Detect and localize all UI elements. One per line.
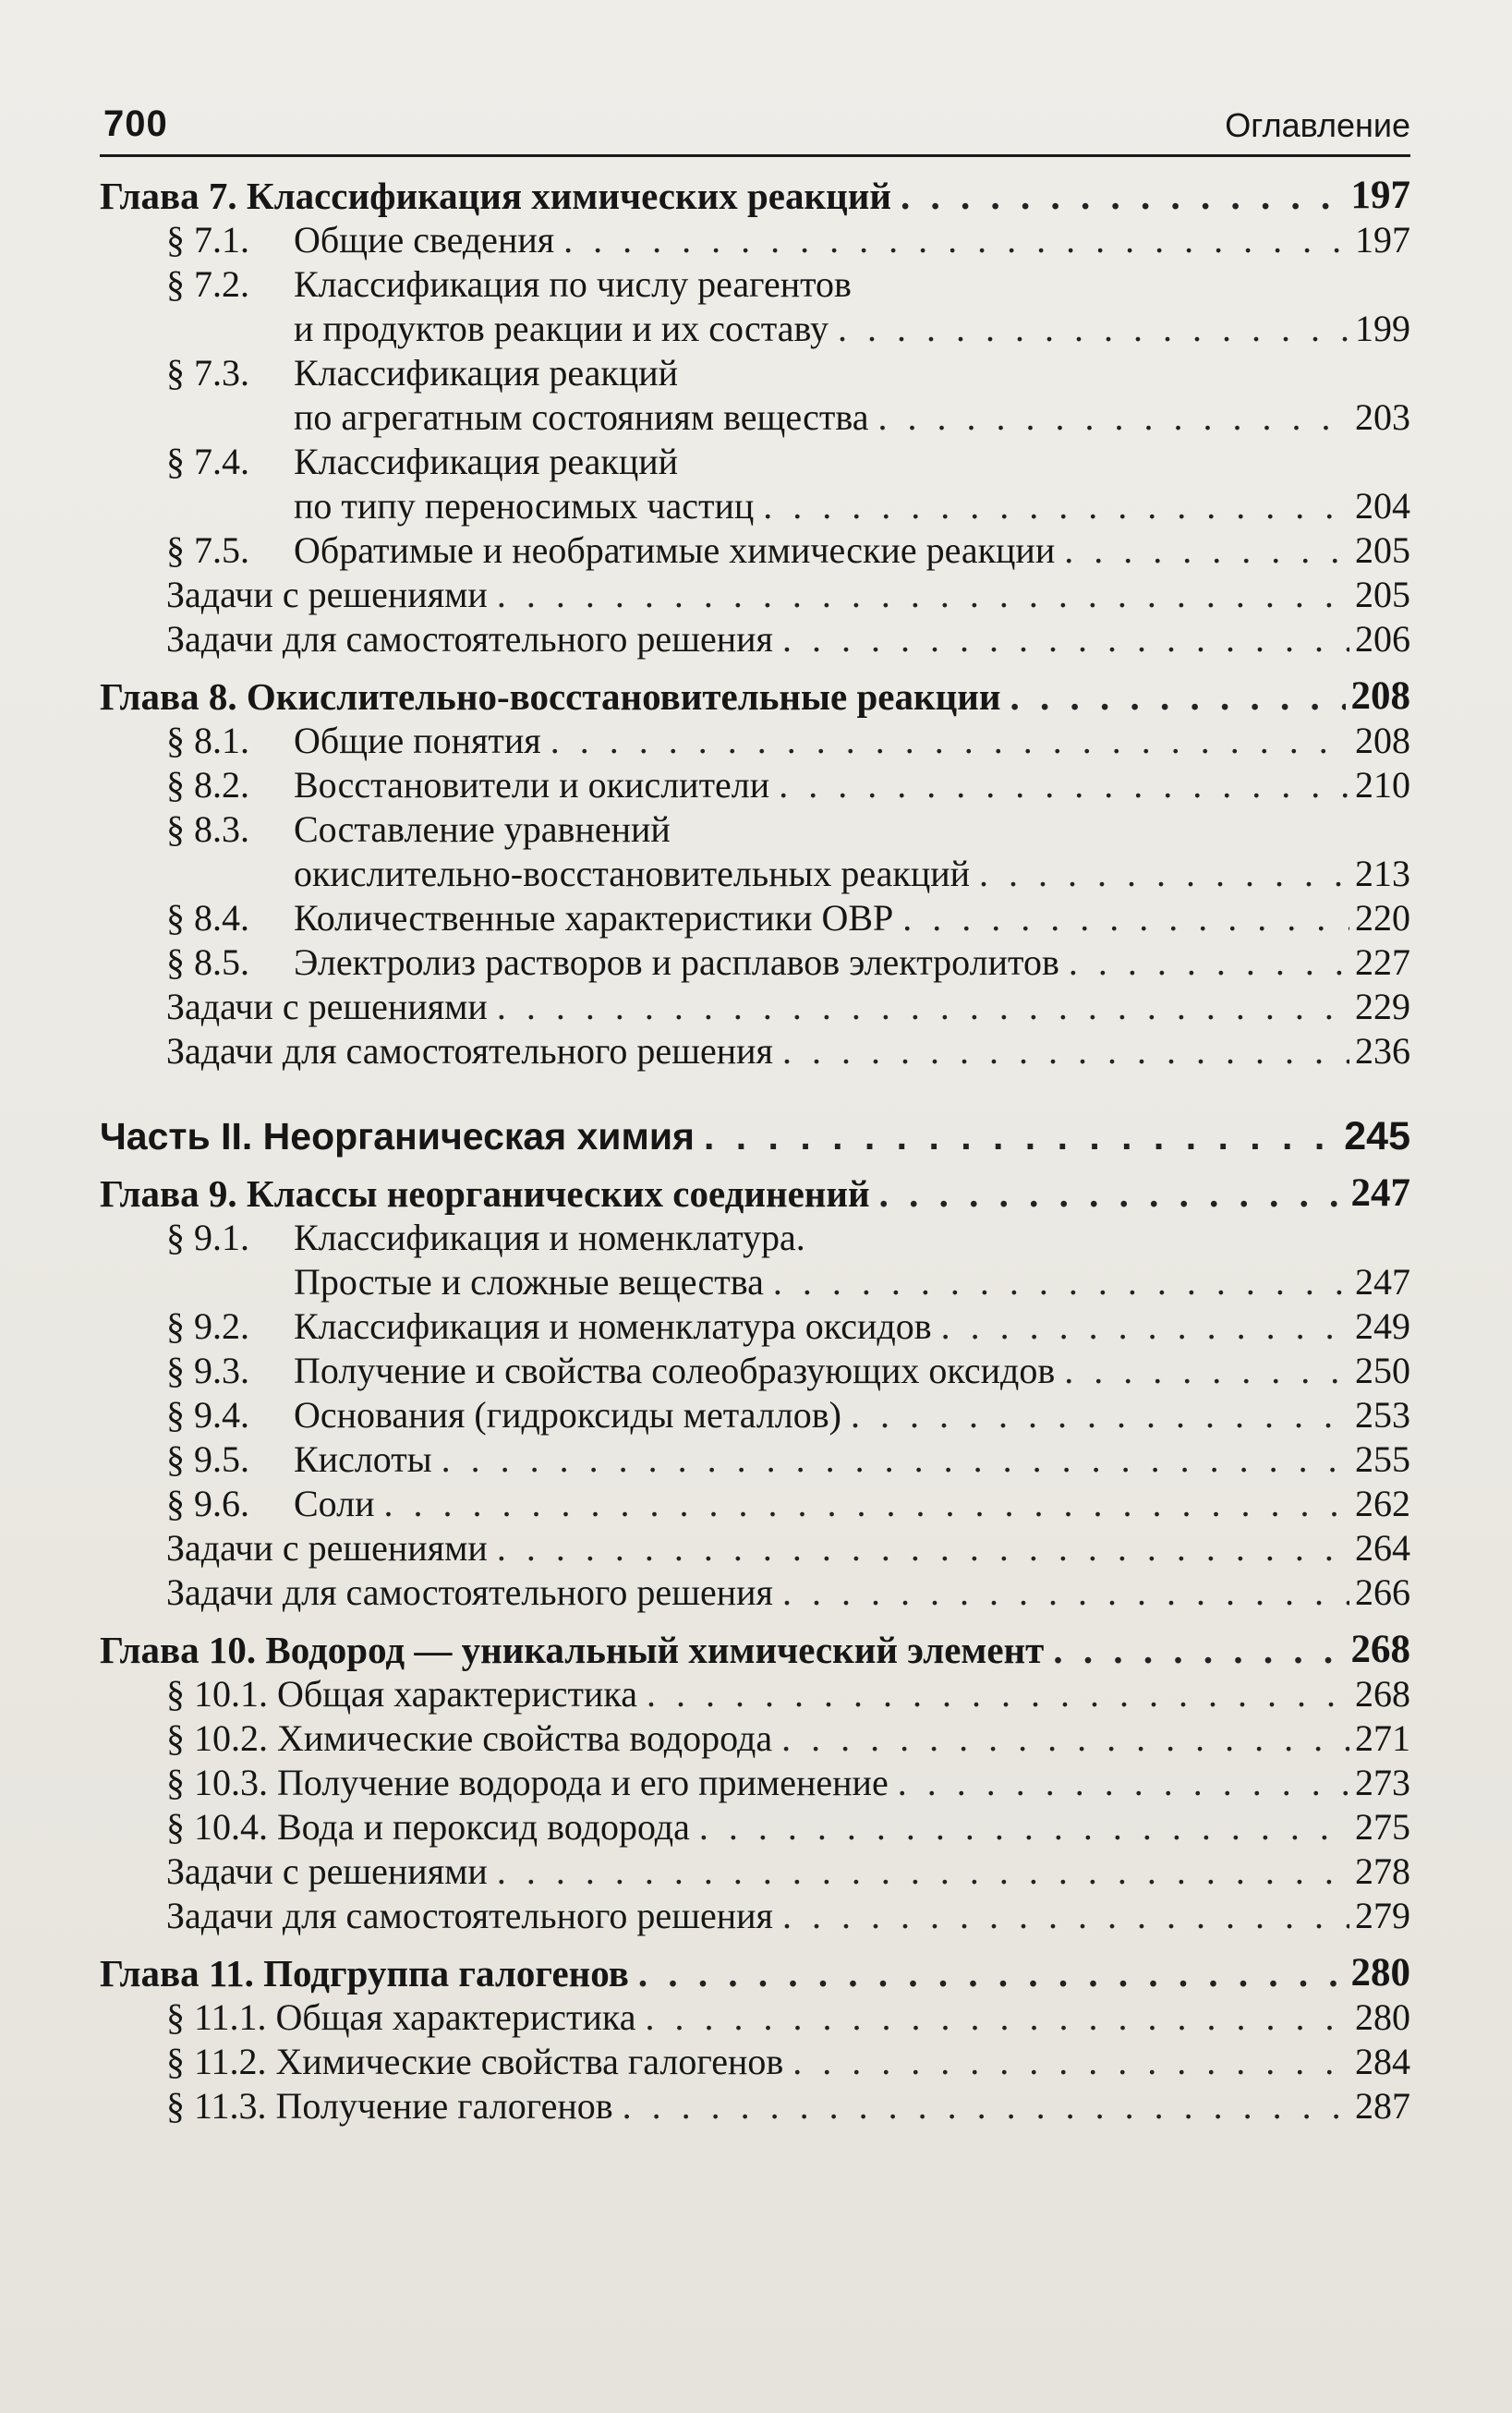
section-title: Классификация по числу реагентов	[294, 263, 852, 305]
section-number: § 8.4.	[166, 897, 249, 939]
toc-section-7-2	[100, 307, 1410, 351]
dot-leader	[941, 1304, 1349, 1349]
section-number: § 9.6.	[166, 1483, 249, 1524]
section-number: § 10.3.	[166, 1762, 268, 1803]
tasks-title: Задачи с решениями	[166, 574, 488, 615]
toc-section-8-4	[100, 896, 1410, 940]
section-number: § 11.2.	[166, 2041, 267, 2082]
toc-section-10-2	[100, 1716, 1410, 1761]
toc-section-9-1	[100, 1260, 1410, 1304]
dot-leader	[563, 218, 1349, 262]
section-page: 208	[1355, 720, 1410, 761]
toc-tasks-self-10	[100, 1894, 1410, 1938]
section-title: Классификация и номенклатура.	[294, 1217, 805, 1258]
tasks-title: Задачи с решениями	[166, 1850, 488, 1892]
dot-leader	[1010, 674, 1345, 719]
section-title: Вода и пероксид водорода	[277, 1806, 690, 1848]
tasks-page: 279	[1355, 1895, 1410, 1936]
tasks-page: 229	[1355, 986, 1410, 1027]
tasks-page: 264	[1355, 1527, 1410, 1569]
section-title: Получение галогенов	[275, 2085, 613, 2127]
toc-section-11-3	[100, 2084, 1410, 2128]
toc-chapter-11	[100, 1947, 1410, 1995]
toc-section-10-1	[100, 1672, 1410, 1716]
dot-leader	[902, 896, 1349, 940]
toc-section-10-4	[100, 1805, 1410, 1849]
section-number: § 7.1.	[166, 219, 249, 261]
toc-tasks-solved-7	[100, 573, 1410, 617]
dot-leader	[645, 1995, 1349, 2040]
toc-section-7-2-line1	[100, 262, 1410, 307]
dot-leader	[384, 1482, 1349, 1526]
section-page: 280	[1355, 1996, 1410, 2038]
section-page: 197	[1355, 219, 1410, 261]
dot-leader	[979, 852, 1349, 896]
section-number: § 9.2.	[166, 1305, 249, 1347]
section-title-cont: Простые и сложные вещества	[294, 1261, 764, 1303]
tasks-title: Задачи для самостоятельного решения	[166, 1571, 773, 1613]
section-title: Соли	[294, 1483, 375, 1524]
section-page: 275	[1355, 1806, 1410, 1848]
section-title-cont: по типу переносимых частиц	[294, 485, 755, 527]
dot-leader	[851, 1393, 1349, 1437]
dot-leader	[1069, 940, 1349, 985]
section-title: Обратимые и необратимые химические реакции	[294, 529, 1056, 571]
section-title: Электролиз растворов и расплавов электролитов	[294, 941, 1059, 983]
section-page: 210	[1355, 764, 1410, 806]
dot-leader	[901, 174, 1346, 218]
chapter-title: Глава 7. Классификация химических реакций	[100, 175, 891, 217]
toc-section-8-1	[100, 719, 1410, 763]
section-title: Классификация реакций	[294, 352, 679, 394]
dot-leader	[782, 1570, 1349, 1615]
section-title: Химические свойства водорода	[277, 1717, 773, 1759]
chapter-page: 197	[1350, 174, 1410, 217]
tasks-page: 206	[1355, 618, 1410, 660]
toc-tasks-self-9	[100, 1570, 1410, 1615]
toc-section-9-6	[100, 1482, 1410, 1526]
section-number: § 8.2.	[166, 764, 249, 806]
dot-leader	[699, 1805, 1349, 1849]
tasks-title: Задачи с решениями	[166, 1527, 488, 1569]
section-page: 271	[1355, 1717, 1410, 1759]
dot-leader	[638, 1951, 1346, 1995]
toc-section-10-3	[100, 1761, 1410, 1805]
table-of-contents	[100, 170, 1410, 2128]
dot-leader	[1064, 528, 1349, 573]
section-number: § 7.5.	[166, 529, 249, 571]
section-title: Получение и свойства солеобразующих оксидов	[294, 1350, 1056, 1391]
section-page: 249	[1355, 1305, 1410, 1347]
dot-leader	[763, 484, 1349, 528]
toc-section-9-3	[100, 1349, 1410, 1393]
section-number: § 11.3.	[166, 2085, 267, 2127]
toc-chapter-10	[100, 1624, 1410, 1672]
section-title: Общая характеристика	[277, 1673, 637, 1715]
toc-section-8-3-line1	[100, 807, 1410, 852]
section-title: Восстановители и окислители	[294, 764, 770, 806]
dot-leader	[782, 1029, 1349, 1073]
dot-leader	[623, 2084, 1349, 2128]
tasks-page: 236	[1355, 1030, 1410, 1072]
dot-leader	[782, 1894, 1349, 1938]
dot-leader	[898, 1761, 1349, 1805]
toc-tasks-solved-8	[100, 985, 1410, 1029]
section-title: Общие сведения	[294, 219, 555, 261]
section-page: 262	[1355, 1483, 1410, 1524]
toc-tasks-solved-9	[100, 1526, 1410, 1570]
dot-leader	[782, 617, 1349, 661]
section-page: 213	[1355, 853, 1410, 894]
dot-leader	[550, 719, 1349, 763]
chapter-page: 280	[1350, 1951, 1410, 1995]
section-page: 284	[1355, 2041, 1410, 2082]
toc-tasks-solved-10	[100, 1849, 1410, 1894]
section-title-cont: окислительно-восстановительных реакций	[294, 853, 971, 894]
section-title: Оглавление	[1225, 106, 1410, 144]
section-title-cont: по агрегатным состояниям вещества	[294, 396, 869, 438]
section-page: 227	[1355, 941, 1410, 983]
dot-leader	[497, 1526, 1349, 1570]
section-number: § 10.4.	[166, 1806, 268, 1848]
tasks-title: Задачи с решениями	[166, 986, 488, 1027]
dot-leader	[879, 1171, 1346, 1216]
toc-section-7-4	[100, 484, 1410, 528]
toc-chapter-8	[100, 671, 1410, 719]
dot-leader	[781, 1716, 1349, 1761]
section-page: 287	[1355, 2085, 1410, 2127]
dot-leader	[442, 1437, 1349, 1482]
section-title: Получение водорода и его применение	[277, 1762, 889, 1803]
toc-section-8-5	[100, 940, 1410, 985]
dot-leader	[877, 395, 1349, 440]
section-page: 250	[1355, 1350, 1410, 1391]
section-title: Составление уравнений	[294, 808, 671, 850]
chapter-page: 208	[1350, 674, 1410, 718]
chapter-page: 247	[1350, 1171, 1410, 1215]
chapter-page: 268	[1350, 1628, 1410, 1671]
toc-section-8-3	[100, 852, 1410, 896]
chapter-title: Глава 8. Окислительно-восстановительные реакции	[100, 675, 1001, 718]
section-title: Классификация реакций	[294, 441, 679, 482]
section-title: Количественные характеристики ОВР	[294, 897, 894, 939]
toc-section-11-2	[100, 2040, 1410, 2084]
toc-section-7-3-line1	[100, 351, 1410, 395]
tasks-title: Задачи для самостоятельного решения	[166, 1895, 773, 1936]
dot-leader	[1053, 1628, 1345, 1672]
toc-chapter-7	[100, 170, 1410, 218]
section-page: 253	[1355, 1394, 1410, 1436]
section-number: § 10.2.	[166, 1717, 268, 1759]
section-number: § 9.3.	[166, 1350, 249, 1391]
section-number: § 9.5.	[166, 1438, 249, 1480]
section-page: 204	[1355, 485, 1410, 527]
dot-leader	[647, 1672, 1349, 1716]
section-title: Химические свойства галогенов	[275, 2041, 784, 2082]
section-page: 247	[1355, 1261, 1410, 1303]
section-number: § 8.1.	[166, 720, 249, 761]
section-number: § 8.5.	[166, 941, 249, 983]
section-title: Кислоты	[294, 1438, 432, 1480]
section-page: 273	[1355, 1762, 1410, 1803]
dot-leader	[838, 307, 1349, 351]
chapter-title: Глава 10. Водород — уникальный химический элемент	[100, 1629, 1045, 1671]
section-number: § 9.4.	[166, 1394, 249, 1436]
section-page: 199	[1355, 308, 1410, 349]
dot-leader	[773, 1260, 1349, 1304]
toc-section-11-1	[100, 1995, 1410, 2040]
part-title: Часть II. Неорганическая химия	[100, 1115, 695, 1158]
section-title: Общие понятия	[294, 720, 541, 761]
toc-section-9-5	[100, 1437, 1410, 1482]
chapter-title: Глава 11. Подгруппа галогенов	[100, 1952, 629, 1995]
toc-part-2	[100, 1114, 1410, 1158]
toc-section-9-2	[100, 1304, 1410, 1349]
tasks-page: 205	[1355, 574, 1410, 615]
tasks-title: Задачи для самостоятельного решения	[166, 618, 773, 660]
section-number: § 8.3.	[166, 808, 249, 850]
section-number: § 11.1.	[166, 1996, 267, 2038]
page-number: 700	[103, 103, 168, 144]
section-number: § 7.3.	[166, 352, 249, 394]
section-number: § 7.2.	[166, 263, 249, 305]
section-title: Общая характеристика	[275, 1996, 636, 2038]
toc-section-9-1-line1	[100, 1216, 1410, 1260]
section-page: 205	[1355, 529, 1410, 571]
toc-section-8-2	[100, 763, 1410, 807]
running-head	[100, 103, 1410, 157]
tasks-page: 266	[1355, 1571, 1410, 1613]
dot-leader	[497, 985, 1349, 1029]
section-title-cont: и продуктов реакции и их составу	[294, 308, 829, 349]
dot-leader	[704, 1114, 1338, 1158]
section-number: § 7.4.	[166, 441, 249, 482]
toc-section-9-4	[100, 1393, 1410, 1437]
dot-leader	[497, 1849, 1349, 1894]
toc-section-7-4-line1	[100, 440, 1410, 484]
section-number: § 9.1.	[166, 1217, 249, 1258]
toc-tasks-self-8	[100, 1029, 1410, 1073]
section-title: Основания (гидроксиды металлов)	[294, 1394, 841, 1436]
toc-tasks-self-7	[100, 617, 1410, 661]
section-page: 203	[1355, 396, 1410, 438]
section-page: 268	[1355, 1673, 1410, 1715]
toc-section-7-1	[100, 218, 1410, 262]
toc-chapter-9	[100, 1168, 1410, 1216]
toc-section-7-5	[100, 528, 1410, 573]
part-page: 245	[1344, 1114, 1410, 1158]
section-title: Классификация и номенклатура оксидов	[294, 1305, 932, 1347]
section-page: 255	[1355, 1438, 1410, 1480]
dot-leader	[1064, 1349, 1349, 1393]
tasks-page: 278	[1355, 1850, 1410, 1892]
dot-leader	[779, 763, 1349, 807]
dot-leader	[792, 2040, 1349, 2084]
chapter-title: Глава 9. Классы неорганических соединений	[100, 1172, 870, 1215]
dot-leader	[497, 573, 1349, 617]
toc-section-7-3	[100, 395, 1410, 440]
tasks-title: Задачи для самостоятельного решения	[166, 1030, 773, 1072]
section-page: 220	[1355, 897, 1410, 939]
section-number: § 10.1.	[166, 1673, 268, 1715]
